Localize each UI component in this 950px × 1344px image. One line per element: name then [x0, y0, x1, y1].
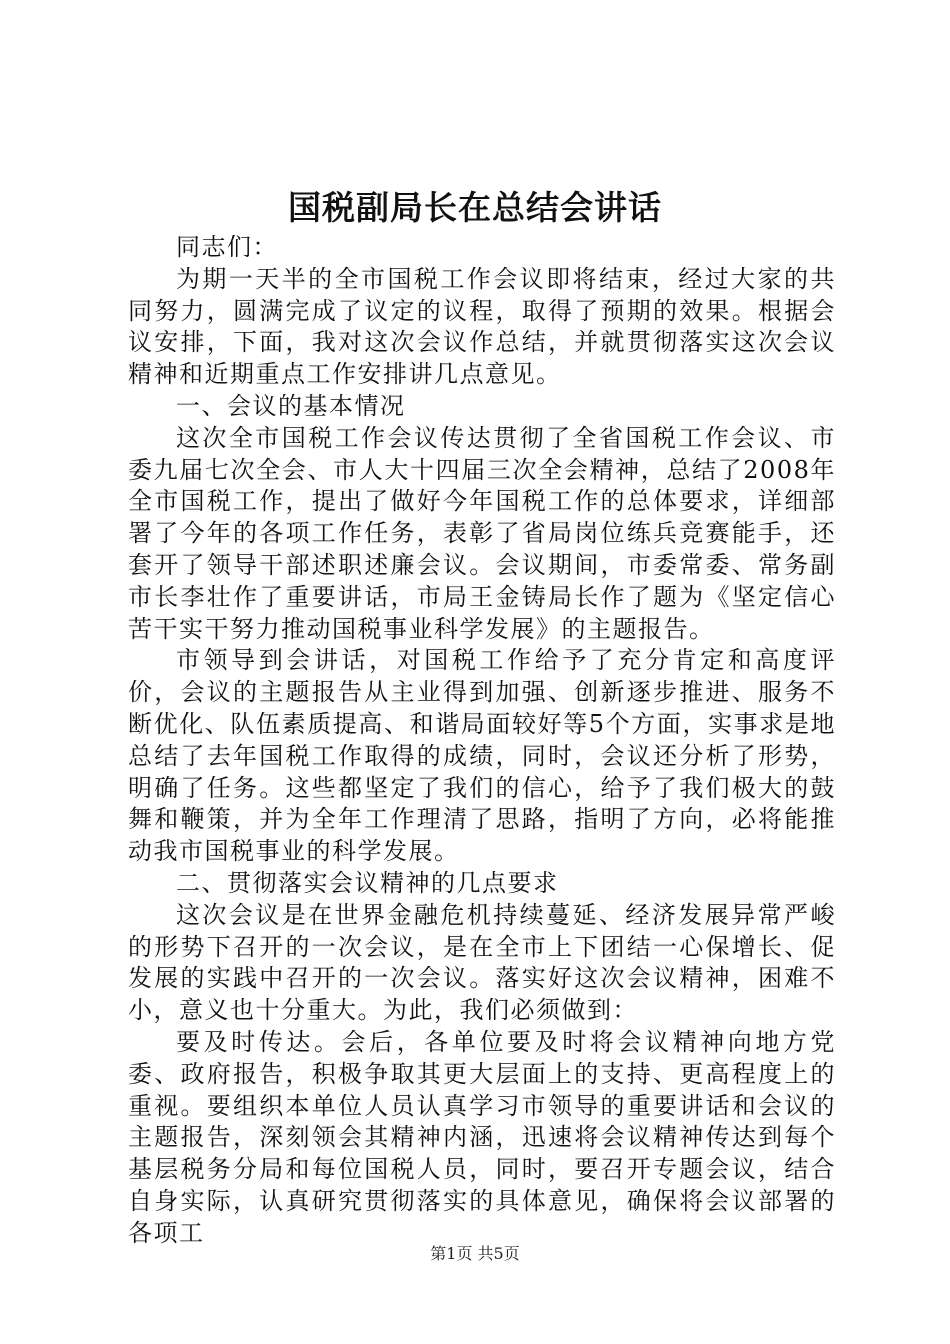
- body-paragraph: 这次会议是在世界金融危机持续蔓延、经济发展异常严峻的形势下召开的一次会议，是在全市上下团结一心保增长、促发展的实践中召开的一次会议。落实好这次会议精神，困难不小，意义也十分重大。为此，我们必须做到：: [128, 900, 836, 1025]
- section-heading-2: 二、贯彻落实会议精神的几点要求: [176, 868, 559, 897]
- body-paragraph: 市领导到会讲话，对国税工作给予了充分肯定和高度评价，会议的主题报告从主业得到加强、创新逐步推进、服务不断优化、队伍素质提高、和谐局面较好等5个方面，实事求是地总结了去年国税工作取得的成绩，同时，会议还分析了形势，明确了任务。这些都坚定了我们的信心，给予了我们极大的鼓舞和鞭策，并为全年工作理清了思路，指明了方向，必将能推动我市国税事业的科学发展。: [128, 646, 836, 866]
- body-paragraph: 要及时传达。会后，各单位要及时将会议精神向地方党委、政府报告，积极争取其更大层面上的支持、更高程度上的重视。要组织本单位人员认真学习市领导的重要讲话和会议的主题报告，深刻领会其精神内涵，迅速将会议精神传达到每个基层税务分局和每位国税人员，同时，要召开专题会议，结合自身实际，认真研究贯彻落实的具体意见，确保将会议部署的各项工: [128, 1027, 836, 1247]
- intro-paragraph: 为期一天半的全市国税工作会议即将结束，经过大家的共同努力，圆满完成了议定的议程，取得了预期的效果。根据会议安排，下面，我对这次会议作总结，并就贯彻落实这次会议精神和近期重点工作安排讲几点意见。: [128, 264, 836, 389]
- section-heading-1: 一、会议的基本情况: [176, 391, 406, 420]
- document-title: 国税副局长在总结会讲话: [288, 188, 662, 227]
- page-footer: 第1页 共5页: [430, 1244, 520, 1263]
- salutation-paragraph: 同志们：: [176, 233, 278, 261]
- body-paragraph: 这次全市国税工作会议传达贯彻了全省国税工作会议、市委九届七次全会、市人大十四届三次全会精神，总结了2008年全市国税工作，提出了做好今年国税工作的总体要求，详细部署了今年的各项工作任务，表彰了省局岗位练兵竞赛能手，还套开了领导干部述职述廉会议。会议期间，市委常委、常务副市长李壮作了重要讲话，市局王金铸局长作了题为《坚定信心苦干实干努力推动国税事业科学发展》的主题报告。: [128, 423, 836, 643]
- document-body: [128, 232, 836, 1250]
